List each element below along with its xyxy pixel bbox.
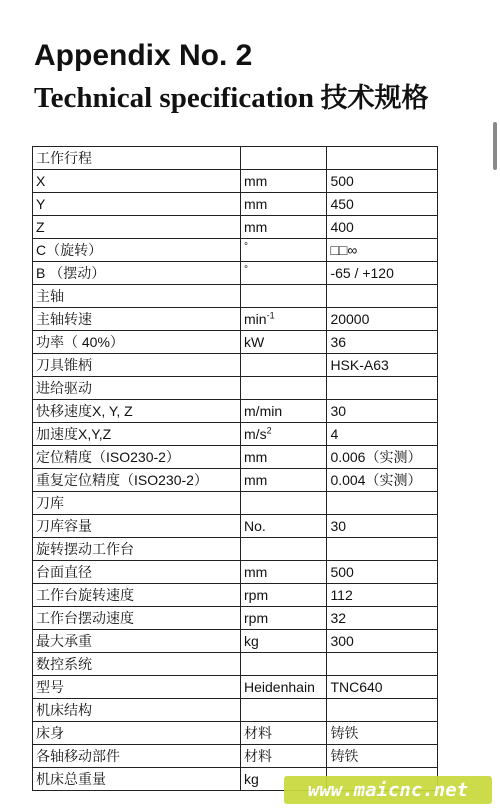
unit-cell xyxy=(241,423,327,446)
unit-cell xyxy=(241,262,327,285)
param-cell: 主轴转速 xyxy=(33,308,241,331)
unit-text: m/min xyxy=(244,403,283,419)
value-cell: 30 xyxy=(327,400,438,423)
param-cell: B （摆动） xyxy=(33,262,241,285)
param-cell: 快移速度X, Y, Z xyxy=(33,400,241,423)
table-row xyxy=(33,699,438,722)
page-subtitle xyxy=(34,80,429,121)
table-row xyxy=(33,446,438,469)
value-cell xyxy=(327,653,438,676)
table-row xyxy=(33,515,438,538)
table-row xyxy=(33,561,438,584)
subtitle-english: Technical specification xyxy=(34,82,315,114)
unit-text: mm xyxy=(244,449,268,465)
param-cell: 型号 xyxy=(33,676,241,699)
value-cell: 450 xyxy=(327,193,438,216)
unit-cell xyxy=(241,607,327,630)
unit-text: min xyxy=(244,311,267,327)
param-cell: 加速度X,Y,Z xyxy=(33,423,241,446)
table-row xyxy=(33,193,438,216)
subtitle-chinese: 技术规格 xyxy=(320,83,429,114)
unit-text: m/s xyxy=(244,426,267,442)
table-row xyxy=(33,308,438,331)
param-cell: 床身 xyxy=(33,722,241,745)
param-cell: 刀库容量 xyxy=(33,515,241,538)
value-cell: □□∞ xyxy=(327,239,438,262)
param-cell: C（旋转） xyxy=(33,239,241,262)
value-cell: 30 xyxy=(327,515,438,538)
unit-text: No. xyxy=(244,518,266,534)
value-cell: HSK-A63 xyxy=(327,354,438,377)
unit-text: 材料 xyxy=(244,748,273,764)
scrollbar-thumb[interactable] xyxy=(493,122,497,170)
unit-text: kg xyxy=(244,771,259,787)
table-row xyxy=(33,400,438,423)
unit-text: rpm xyxy=(244,587,269,603)
unit-text: mm xyxy=(244,196,268,212)
value-cell: TNC640 xyxy=(327,676,438,699)
param-cell: Z xyxy=(33,216,241,239)
param-cell: Y xyxy=(33,193,241,216)
table-row xyxy=(33,722,438,745)
param-cell: 功率（ 40%） xyxy=(33,331,241,354)
table-row xyxy=(33,630,438,653)
value-cell: 铸铁 xyxy=(327,722,438,745)
unit-cell xyxy=(241,745,327,768)
table-row xyxy=(33,239,438,262)
unit-cell xyxy=(241,630,327,653)
unit-cell xyxy=(241,446,327,469)
value-cell: 112 xyxy=(327,584,438,607)
unit-cell xyxy=(241,170,327,193)
param-cell: 定位精度（ISO230-2） xyxy=(33,446,241,469)
table-row xyxy=(33,469,438,492)
unit-cell xyxy=(241,515,327,538)
param-cell: 工作行程 xyxy=(33,147,241,170)
table-row xyxy=(33,285,438,308)
unit-cell xyxy=(241,308,327,331)
param-cell: 各轴移动部件 xyxy=(33,745,241,768)
table-row xyxy=(33,354,438,377)
param-cell: 台面直径 xyxy=(33,561,241,584)
unit-cell xyxy=(241,331,327,354)
param-cell: 机床总重量 xyxy=(33,768,241,791)
unit-cell xyxy=(241,239,327,262)
unit-text: mm xyxy=(244,472,268,488)
unit-text: mm xyxy=(244,564,268,580)
unit-text: ° xyxy=(244,241,249,253)
value-cell: 0.006（实测） xyxy=(327,446,438,469)
param-cell: 旋转摆动工作台 xyxy=(33,538,241,561)
unit-text: mm xyxy=(244,173,268,189)
value-cell xyxy=(327,285,438,308)
table-row xyxy=(33,745,438,768)
table-row xyxy=(33,170,438,193)
param-cell: 刀库 xyxy=(33,492,241,515)
value-cell xyxy=(327,377,438,400)
value-cell xyxy=(327,492,438,515)
value-cell xyxy=(327,538,438,561)
unit-cell xyxy=(241,216,327,239)
table-row xyxy=(33,147,438,170)
unit-cell xyxy=(241,147,327,170)
value-cell: 500 xyxy=(327,170,438,193)
unit-superscript: -1 xyxy=(266,310,275,321)
param-cell: 数控系统 xyxy=(33,653,241,676)
unit-superscript: 2 xyxy=(266,425,272,436)
param-cell: 重复定位精度（ISO230-2） xyxy=(33,469,241,492)
table-row xyxy=(33,676,438,699)
unit-cell xyxy=(241,561,327,584)
unit-text: kg xyxy=(244,633,259,649)
table-row xyxy=(33,377,438,400)
value-cell: 铸铁 xyxy=(327,745,438,768)
value-cell: 0.004（实测） xyxy=(327,469,438,492)
table-row xyxy=(33,216,438,239)
unit-cell xyxy=(241,377,327,400)
param-cell: 最大承重 xyxy=(33,630,241,653)
value-cell: 400 xyxy=(327,216,438,239)
unit-text: 材料 xyxy=(244,725,273,741)
unit-cell xyxy=(241,722,327,745)
table-row xyxy=(33,607,438,630)
unit-cell xyxy=(241,538,327,561)
table-row xyxy=(33,584,438,607)
unit-text: Heidenhain xyxy=(244,679,315,695)
value-cell: 20000 xyxy=(327,308,438,331)
unit-text: mm xyxy=(244,219,268,235)
table-row xyxy=(33,262,438,285)
table-row xyxy=(33,423,438,446)
value-cell: 300 xyxy=(327,630,438,653)
value-cell: 500 xyxy=(327,561,438,584)
value-cell: -65 / +120 xyxy=(327,262,438,285)
param-cell: 主轴 xyxy=(33,285,241,308)
param-cell: 工作台旋转速度 xyxy=(33,584,241,607)
unit-cell xyxy=(241,492,327,515)
page-title: Appendix No. 2 xyxy=(34,39,253,72)
param-cell: 进给驱动 xyxy=(33,377,241,400)
value-cell: 4 xyxy=(327,423,438,446)
unit-cell xyxy=(241,400,327,423)
value-cell: 36 xyxy=(327,331,438,354)
unit-text: rpm xyxy=(244,610,269,626)
param-cell: 工作台摆动速度 xyxy=(33,607,241,630)
unit-cell xyxy=(241,653,327,676)
unit-cell xyxy=(241,469,327,492)
unit-cell xyxy=(241,584,327,607)
unit-cell xyxy=(241,699,327,722)
value-cell xyxy=(327,699,438,722)
unit-cell xyxy=(241,193,327,216)
table-row xyxy=(33,331,438,354)
table-row xyxy=(33,653,438,676)
table-row xyxy=(33,538,438,561)
spec-table xyxy=(32,146,438,791)
value-cell: 32 xyxy=(327,607,438,630)
spec-table-body xyxy=(33,147,438,791)
param-cell: 刀具锥柄 xyxy=(33,354,241,377)
table-row xyxy=(33,492,438,515)
unit-cell xyxy=(241,354,327,377)
value-cell xyxy=(327,147,438,170)
watermark-logo: www.maicnc.net xyxy=(284,776,492,804)
param-cell: 机床结构 xyxy=(33,699,241,722)
param-cell: X xyxy=(33,170,241,193)
unit-cell xyxy=(241,676,327,699)
unit-text: ° xyxy=(244,264,249,276)
unit-text: kW xyxy=(244,334,265,350)
unit-cell xyxy=(241,285,327,308)
